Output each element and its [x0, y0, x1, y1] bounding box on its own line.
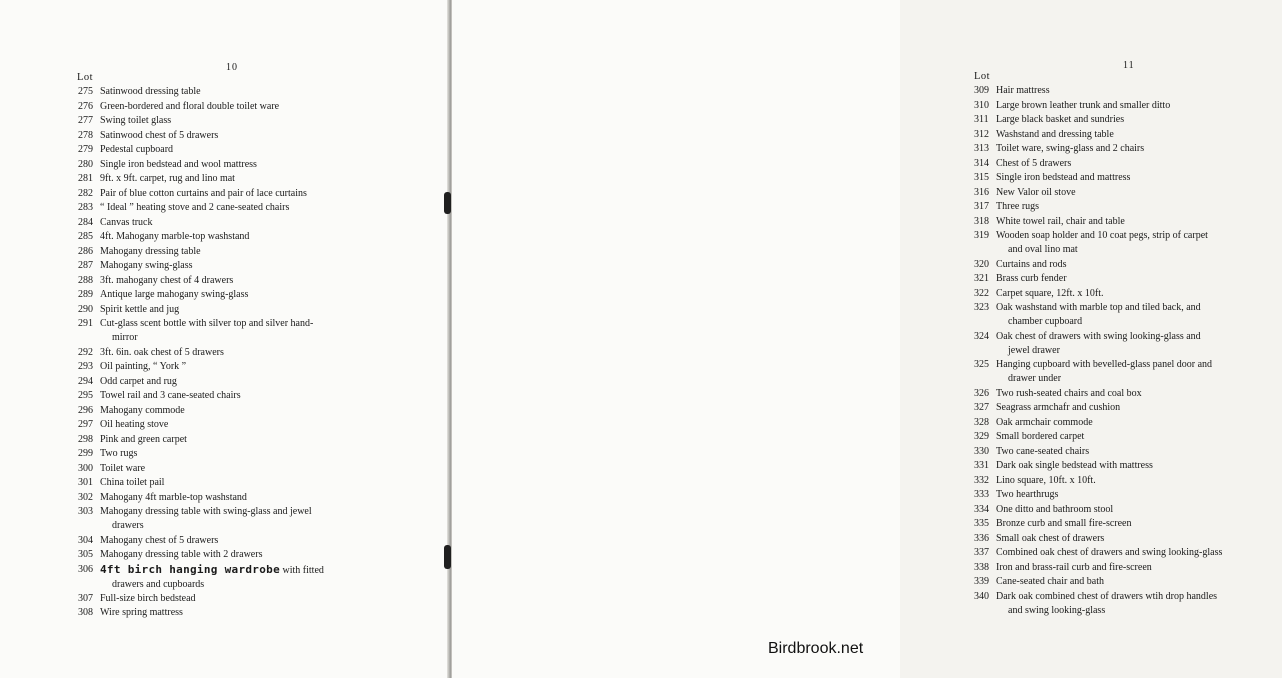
lot-description-text: 4ft. Mahogany marble-top washstand — [100, 231, 250, 242]
lot-number: 296 — [78, 404, 93, 416]
lot-number: 276 — [78, 100, 93, 112]
lot-number: 302 — [78, 491, 93, 503]
lot-number: 293 — [78, 361, 93, 372]
lot-description — [100, 303, 383, 318]
lot-item — [974, 113, 1282, 128]
lot-number: 339 — [974, 576, 989, 587]
lot-description-text: Single iron bedstead and mattress — [996, 172, 1131, 183]
lot-description — [100, 505, 383, 534]
lot-description-continuation: chamber cupboard — [1008, 316, 1083, 328]
lot-description — [996, 84, 1282, 99]
lot-description — [996, 546, 1282, 561]
lot-number: 330 — [974, 445, 989, 457]
lot-description — [100, 274, 383, 289]
lot-description — [996, 229, 1282, 258]
lot-item — [78, 114, 383, 129]
lot-number: 277 — [78, 115, 93, 126]
lot-description-text: Lino square, 10ft. x 10ft. — [996, 474, 1096, 486]
lot-description-text: Satinwood dressing table — [100, 86, 201, 97]
lot-item — [974, 171, 1282, 186]
lot-description — [996, 416, 1282, 431]
lot-item — [974, 200, 1282, 215]
lot-number: 340 — [974, 590, 989, 602]
lot-description-text: Spirit kettle and jug — [100, 303, 180, 315]
lot-description-text: Hair mattress — [996, 85, 1050, 96]
lot-description-text: Carpet square, 12ft. x 10ft. — [996, 287, 1104, 299]
lot-number: 317 — [974, 201, 989, 212]
lot-item — [974, 459, 1282, 474]
lot-description — [996, 474, 1282, 489]
lot-description — [100, 158, 383, 173]
lot-description — [100, 476, 383, 491]
lot-item — [974, 590, 1282, 619]
lot-description — [100, 85, 383, 100]
lot-number: 283 — [78, 202, 93, 213]
lot-description — [996, 287, 1282, 302]
lot-item — [78, 288, 383, 303]
lot-description-text: Hanging cupboard with bevelled-glass panel door and — [996, 359, 1213, 370]
lot-number: 327 — [974, 402, 989, 413]
lot-item — [974, 517, 1282, 532]
lot-item — [78, 548, 383, 563]
lot-description — [996, 258, 1282, 273]
lot-description-text: China toilet pail — [100, 477, 165, 488]
lot-item — [974, 358, 1282, 387]
lot-description-text: White towel rail, chair and table — [996, 215, 1125, 227]
lot-description — [996, 590, 1282, 619]
lot-heading: Lot — [974, 71, 991, 82]
lot-number: 286 — [78, 245, 93, 257]
lot-description-text: 3ft. mahogany chest of 4 drawers — [100, 274, 234, 286]
lot-description — [996, 113, 1282, 128]
lot-item — [78, 389, 383, 404]
lot-description-text: Mahogany commode — [100, 404, 185, 416]
lot-description-text: Mahogany swing-glass — [100, 260, 193, 271]
lot-item — [974, 561, 1282, 576]
lot-description — [100, 433, 383, 448]
lot-description-text: Two cane-seated chairs — [996, 445, 1090, 457]
lot-description-text: Toilet ware, swing-glass and 2 chairs — [996, 143, 1145, 154]
lot-description — [996, 575, 1282, 590]
lot-item — [78, 563, 383, 592]
lot-description — [996, 128, 1282, 143]
lot-item — [974, 401, 1282, 416]
lot-description-text: Towel rail and 3 cane-seated chairs — [100, 390, 241, 401]
lot-description — [996, 99, 1282, 114]
lot-description — [100, 245, 383, 260]
lot-description-text: Swing toilet glass — [100, 115, 172, 126]
lot-description-text: Oak armchair commode — [996, 416, 1093, 428]
lot-description-text: Cut-glass scent bottle with silver top and silver hand- — [100, 318, 314, 329]
lot-item — [78, 85, 383, 100]
lot-number: 304 — [78, 534, 93, 546]
lot-description — [996, 430, 1282, 445]
lot-description-text: Pair of blue cotton curtains and pair of lace curtains — [100, 187, 307, 199]
lot-number: 291 — [78, 318, 93, 329]
lot-description-bold: 4ft birch hanging wardrobe — [100, 562, 280, 576]
lot-description — [996, 561, 1282, 576]
lot-item — [974, 546, 1282, 561]
lot-number: 320 — [974, 258, 989, 270]
lot-number: 309 — [974, 85, 989, 96]
lot-item — [974, 128, 1282, 143]
lot-item — [974, 142, 1282, 157]
lot-description-text: Wooden soap holder and 10 coat pegs, strip of carpet — [996, 230, 1208, 241]
lot-description — [100, 230, 383, 245]
lot-item — [78, 418, 383, 433]
lot-item — [78, 447, 383, 462]
lot-number: 288 — [78, 274, 93, 286]
lot-description-text: Small oak chest of drawers — [996, 532, 1105, 544]
lot-description — [996, 503, 1282, 518]
lot-item — [974, 301, 1282, 330]
lot-item — [78, 592, 383, 607]
lot-description — [996, 330, 1282, 359]
lot-number: 307 — [78, 592, 93, 604]
lot-description-text: Mahogany dressing table with 2 drawers — [100, 549, 263, 560]
lot-description — [996, 301, 1282, 330]
lot-description — [100, 404, 383, 419]
lot-description — [100, 100, 383, 115]
lot-description — [100, 114, 383, 129]
lot-description-text: Iron and brass-rail curb and fire-screen — [996, 561, 1152, 573]
page-number: 11 — [1123, 60, 1135, 71]
right-page — [452, 0, 1223, 678]
lot-item — [974, 474, 1282, 489]
lot-number: 303 — [78, 506, 93, 517]
lot-number: 300 — [78, 462, 93, 474]
lot-item — [974, 157, 1282, 172]
lot-description — [100, 201, 383, 216]
lot-number: 306 — [78, 563, 93, 575]
lot-number: 323 — [974, 302, 989, 313]
lot-number: 308 — [78, 607, 93, 619]
lot-number: 294 — [78, 375, 93, 387]
lot-item — [78, 129, 383, 144]
lot-item — [78, 346, 383, 361]
lot-description-continuation: and oval lino mat — [1008, 244, 1078, 256]
lot-number: 336 — [974, 532, 989, 544]
lot-item — [974, 445, 1282, 460]
lot-item — [974, 387, 1282, 402]
lot-item — [974, 330, 1282, 359]
lot-item — [974, 84, 1282, 99]
lot-description — [100, 606, 383, 621]
lot-description-text: Curtains and rods — [996, 258, 1067, 270]
lot-item — [78, 360, 383, 375]
lot-item — [78, 201, 383, 216]
page-number: 10 — [226, 62, 238, 73]
lot-item — [78, 404, 383, 419]
lot-item — [974, 287, 1282, 302]
lot-description-text: Large black basket and sundries — [996, 114, 1125, 125]
lot-number: 292 — [78, 346, 93, 358]
lot-number: 275 — [78, 86, 93, 97]
lot-description — [100, 548, 383, 563]
lot-description-text: New Valor oil stove — [996, 186, 1076, 198]
lot-description — [100, 259, 383, 274]
lot-description-text: 9ft. x 9ft. carpet, rug and lino mat — [100, 173, 235, 184]
lot-description — [996, 157, 1282, 172]
lot-item — [78, 259, 383, 274]
lot-description — [100, 129, 383, 144]
lot-number: 287 — [78, 260, 93, 271]
lot-description — [996, 142, 1282, 157]
lot-description-continuation: jewel drawer — [1008, 344, 1060, 356]
lot-number: 311 — [974, 114, 989, 125]
lot-description — [996, 459, 1282, 474]
lot-description-text: Two hearthrugs — [996, 489, 1059, 500]
lot-description — [100, 375, 383, 390]
lot-description-text: Oak washstand with marble top and tiled back, and — [996, 302, 1201, 313]
lot-description — [996, 272, 1282, 287]
lot-number: 315 — [974, 172, 989, 183]
lot-item — [78, 143, 383, 158]
lot-description-text: Seagrass armchafr and cushion — [996, 402, 1121, 413]
lot-item — [974, 186, 1282, 201]
lot-item — [974, 575, 1282, 590]
lot-number: 338 — [974, 561, 989, 573]
lot-description — [100, 462, 383, 477]
binding-thread-mark — [444, 545, 451, 569]
lot-description — [100, 172, 383, 187]
lot-description — [100, 534, 383, 549]
lot-description-text: Cane-seated chair and bath — [996, 576, 1105, 587]
lot-number: 329 — [974, 431, 989, 442]
lot-item — [78, 433, 383, 448]
lot-description-text: Two rush-seated chairs and coal box — [996, 387, 1142, 399]
lot-item — [974, 272, 1282, 287]
lot-number: 324 — [974, 330, 989, 342]
lot-item — [78, 462, 383, 477]
lot-description-text: Wire spring mattress — [100, 607, 183, 619]
lot-description-text: Pedestal cupboard — [100, 144, 174, 155]
lot-item — [78, 100, 383, 115]
lot-description-text: Odd carpet and rug — [100, 375, 177, 387]
lot-number: 331 — [974, 460, 989, 471]
lot-number: 337 — [974, 547, 989, 558]
lot-description-text: Three rugs — [996, 201, 1040, 212]
lot-item — [974, 99, 1282, 114]
lot-number: 312 — [974, 128, 989, 140]
lot-item — [78, 230, 383, 245]
lot-description — [996, 387, 1282, 402]
lot-number: 290 — [78, 303, 93, 315]
lot-item — [78, 303, 383, 318]
lot-number: 289 — [78, 289, 93, 300]
lot-number: 299 — [78, 448, 93, 459]
lot-item — [78, 216, 383, 231]
lot-item — [78, 606, 383, 621]
watermark: Birdbrook.net — [768, 640, 864, 657]
lot-description — [996, 488, 1282, 503]
lot-description-text: Dark oak single bedstead with mattress — [996, 460, 1153, 471]
lot-description-text: Mahogany dressing table — [100, 245, 201, 257]
lot-number: 332 — [974, 474, 989, 486]
lot-description-text: 3ft. 6in. oak chest of 5 drawers — [100, 346, 224, 358]
lot-item — [78, 476, 383, 491]
lot-number: 322 — [974, 287, 989, 299]
left-page — [0, 0, 450, 678]
lot-description-text: Large brown leather trunk and smaller ditto — [996, 99, 1171, 111]
lot-list — [974, 84, 1282, 618]
lot-item — [78, 274, 383, 289]
lot-number: 326 — [974, 387, 989, 399]
lot-number: 281 — [78, 173, 93, 184]
lot-description-text: One ditto and bathroom stool — [996, 503, 1114, 515]
lot-description-text: Full-size birch bedstead — [100, 592, 196, 604]
lot-description — [996, 401, 1282, 416]
lot-item — [974, 430, 1282, 445]
lot-description-continuation: and swing looking-glass — [1008, 604, 1106, 616]
lot-description — [100, 592, 383, 607]
lot-item — [974, 532, 1282, 547]
lot-number: 335 — [974, 518, 989, 529]
lot-description-text: Brass curb fender — [996, 273, 1067, 284]
lot-description-continuation: drawers and cupboards — [112, 578, 205, 590]
lot-item — [78, 187, 383, 202]
lot-number: 285 — [78, 231, 93, 242]
lot-description-text: Oil heating stove — [100, 419, 169, 430]
lot-description — [100, 143, 383, 158]
lot-description-text: Chest of 5 drawers — [996, 157, 1072, 169]
lot-number: 328 — [974, 416, 989, 428]
lot-item — [974, 488, 1282, 503]
lot-number: 284 — [78, 216, 93, 228]
lot-description — [100, 288, 383, 303]
lot-description-text: Small bordered carpet — [996, 431, 1085, 442]
lot-number: 305 — [78, 549, 93, 560]
lot-description — [100, 346, 383, 361]
lot-number: 319 — [974, 230, 989, 241]
lot-item — [974, 258, 1282, 273]
lot-description — [996, 517, 1282, 532]
lot-description-text: “ Ideal ” heating stove and 2 cane-seated chairs — [100, 202, 290, 213]
lot-description — [996, 186, 1282, 201]
lot-number: 279 — [78, 144, 93, 155]
lot-description-text: Bronze curb and small fire-screen — [996, 518, 1132, 529]
lot-description-continuation: drawer under — [1008, 373, 1062, 385]
lot-number: 280 — [78, 158, 93, 170]
lot-heading: Lot — [77, 72, 94, 83]
lot-number: 310 — [974, 99, 989, 111]
lot-description-text: Satinwood chest of 5 drawers — [100, 129, 219, 141]
lot-item — [974, 229, 1282, 258]
lot-number: 301 — [78, 477, 93, 488]
lot-description — [100, 563, 383, 592]
lot-number: 316 — [974, 186, 989, 198]
lot-description-text: Antique large mahogany swing-glass — [100, 289, 249, 300]
lot-description-text: Washstand and dressing table — [996, 128, 1114, 140]
lot-list — [78, 85, 383, 621]
lot-description — [100, 187, 383, 202]
binding-thread-mark — [444, 192, 451, 214]
lot-description-text: Mahogany 4ft marble-top washstand — [100, 491, 247, 503]
lot-description-text: Oak chest of drawers with swing looking-glass and — [996, 330, 1201, 342]
lot-item — [974, 416, 1282, 431]
lot-description — [100, 360, 383, 375]
lot-description — [100, 389, 383, 404]
lot-item — [78, 534, 383, 549]
lot-item — [78, 245, 383, 260]
lot-description — [996, 445, 1282, 460]
lot-description — [100, 216, 383, 231]
lot-number: 321 — [974, 273, 989, 284]
lot-number: 313 — [974, 143, 989, 154]
lot-description-text: Single iron bedstead and wool mattress — [100, 158, 257, 170]
lot-description — [100, 491, 383, 506]
lot-number: 278 — [78, 129, 93, 141]
lot-description-continuation: drawers — [112, 520, 144, 532]
lot-item — [78, 505, 383, 534]
lot-description — [100, 418, 383, 433]
lot-number: 325 — [974, 359, 989, 370]
lot-description-text: Combined oak chest of drawers and swing looking-glass — [996, 547, 1223, 558]
lot-description-continuation: mirror — [112, 332, 138, 344]
lot-description — [996, 215, 1282, 230]
lot-description-text: Mahogany dressing table with swing-glass and jewel — [100, 506, 312, 517]
lot-description-text: Two rugs — [100, 448, 138, 459]
lot-item — [974, 503, 1282, 518]
lot-item — [78, 491, 383, 506]
lot-item — [974, 215, 1282, 230]
lot-number: 334 — [974, 503, 989, 515]
lot-description — [996, 358, 1282, 387]
lot-description-text: Pink and green carpet — [100, 433, 187, 445]
lot-description-text: with fitted — [280, 564, 324, 576]
lot-description — [996, 532, 1282, 547]
lot-number: 333 — [974, 489, 989, 500]
lot-description-text: Mahogany chest of 5 drawers — [100, 534, 219, 546]
lot-description — [996, 171, 1282, 186]
lot-number: 318 — [974, 215, 989, 227]
lot-number: 314 — [974, 157, 989, 169]
lot-number: 295 — [78, 390, 93, 401]
lot-item — [78, 317, 383, 346]
lot-item — [78, 172, 383, 187]
lot-description-text: Green-bordered and floral double toilet ware — [100, 100, 280, 112]
lot-number: 298 — [78, 433, 93, 445]
lot-item — [78, 158, 383, 173]
lot-description — [100, 447, 383, 462]
lot-number: 282 — [78, 187, 93, 199]
lot-item — [78, 375, 383, 390]
lot-description-text: Dark oak combined chest of drawers wtih drop handles — [996, 590, 1218, 602]
lot-description — [100, 317, 383, 346]
lot-description-text: Toilet ware — [100, 462, 146, 474]
lot-number: 297 — [78, 419, 93, 430]
lot-description-text: Canvas truck — [100, 216, 153, 228]
lot-description-text: Oil painting, “ York ” — [100, 361, 187, 372]
lot-description — [996, 200, 1282, 215]
